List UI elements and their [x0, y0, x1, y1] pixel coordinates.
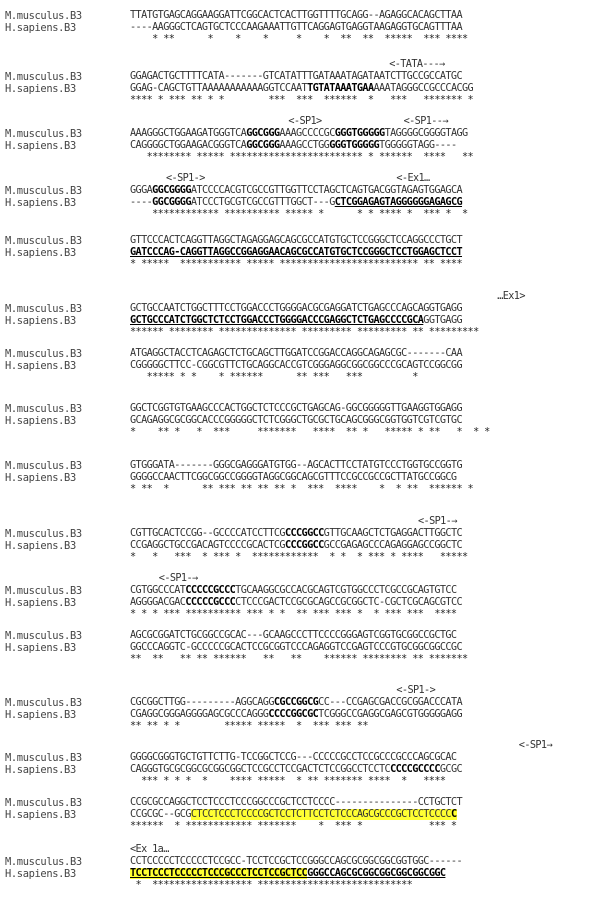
sequence-segment: GGGGCCAACTTCGGCGGCCGGGGTAGGCGGCAGCGTTTCCGCCGCCGCTTATGCCGGCG	[130, 472, 457, 483]
human-sequence	[130, 140, 457, 152]
motif-segment: GGGTGGGGG	[334, 128, 385, 139]
mouse-sequence	[130, 235, 462, 247]
species-label: M.musculus.B3	[5, 403, 82, 415]
human-sequence	[130, 247, 462, 259]
sequence-segment: CGGGGGCTTCC-CGGCGTTCTGCAGGCACCGTCGGGAGGCGGCGGCCCGCAGTCCGGCGG	[130, 360, 463, 371]
species-label: M.musculus.B3	[5, 460, 82, 472]
species-label: M.musculus.B3	[5, 10, 82, 22]
species-label: H.sapiens.B3	[5, 140, 76, 152]
sequence-segment: GGGGCGGGTGCTGTTCTTG-TCCGGCTCCG---CCCCCGCCTCCGCCCGCCCAGCGCAC	[130, 752, 457, 763]
species-label: H.sapiens.B3	[5, 809, 76, 821]
sequence-segment: GGCCCAGGTC-GCCCCCGCACTCCGCGGTCCCAGAGGTCCGAGTCCCGTGCGGCGGCCGC	[130, 642, 463, 653]
species-label: H.sapiens.B3	[5, 642, 76, 654]
human-sequence	[130, 472, 456, 484]
sequence-segment: CCGCGC--GCG	[130, 809, 191, 820]
sequence-segment: GCTGCCAATCTGGCTTTCCTGGACCCTGGGGACGCGAGGATCTGAGCCCAGCAGGTGAGG	[130, 303, 463, 314]
feature-annotation: <-SP1--→	[403, 116, 448, 127]
sequence-segment: CAGGGGCTGGAAGACGGGTCA	[130, 140, 247, 151]
sequence-segment: GTGGGATA-------GGGCGAGGGATGTGG--AGCACTTCCTATGTCCCTGGTGCCGGTG	[130, 460, 463, 471]
motif-segment: CTCGGAGAGTAGGGGGGAGAGCG	[334, 197, 463, 208]
sequence-segment: TTATGTGAGCAGGAAGGATTCGGCACTCACTTGGTTTTGCAGG--AGAGGCACAGCTTAA	[130, 10, 463, 21]
species-label: M.musculus.B3	[5, 797, 82, 809]
motif-segment: GGCGGGG	[152, 185, 191, 196]
species-label: M.musculus.B3	[5, 303, 82, 315]
sequence-segment: TCGGGCCGAGGCGAGCGTGGGGGAGG	[318, 709, 463, 720]
motif-segment: CCCCCGCCC	[185, 597, 236, 608]
human-sequence	[130, 22, 462, 34]
species-label: H.sapiens.B3	[5, 415, 76, 427]
sequence-segment: TGCAAGGCGCCACGCAGTCGTGGCCCTCGCCGCAGTGTCC	[235, 585, 457, 596]
sequence-segment: CGTGGCCCAT	[130, 585, 186, 596]
feature-annotation: <-SP1-→	[418, 516, 457, 527]
sequence-segment: AGCGCGGATCTGCGGCCGCAC---GCAAGCCCTTCCCCGGGAGTCGGTGCGGCCGCTGC	[130, 630, 457, 641]
sequence-segment: AAATAGGGCCGCCCACGG	[373, 83, 474, 94]
alignment-block	[0, 403, 600, 439]
consensus-stars: *** * * * * **** ***** * ** ******* **** * ****	[130, 776, 446, 787]
feature-annotation: <-SP1->	[166, 173, 205, 184]
mouse-sequence	[130, 128, 468, 140]
feature-annotation: <-Ex1…	[396, 173, 430, 184]
species-label: H.sapiens.B3	[5, 197, 76, 209]
motif-segment: C	[450, 809, 457, 820]
motif-segment: GGCGGGG	[152, 197, 191, 208]
species-label: H.sapiens.B3	[5, 709, 76, 721]
mouse-sequence	[130, 403, 462, 415]
consensus-stars: ******** ***** ************************ * ****** **** **	[130, 152, 474, 163]
alignment-block	[0, 116, 600, 164]
alignment-block	[0, 797, 600, 833]
sequence-segment: GCGC	[439, 764, 463, 775]
mouse-sequence	[130, 10, 462, 22]
species-label: H.sapiens.B3	[5, 597, 76, 609]
species-label: M.musculus.B3	[5, 348, 82, 360]
consensus-stars: ************ ********** ***** * * * **** * *** * *	[130, 209, 468, 220]
feature-annotation: …Ex1>	[497, 291, 525, 302]
consensus-stars: **** * *** ** * * *** *** ****** * *** ******* *	[130, 95, 474, 106]
feature-annotation: <-SP1-→	[158, 573, 198, 584]
feature-annotation: <-SP1→	[518, 740, 552, 751]
consensus-stars: * ** * * *** ******* **** ** * ***** * ** * * *	[130, 427, 490, 438]
mouse-sequence	[130, 856, 462, 868]
alignment-block	[0, 460, 600, 496]
alignment-block	[0, 10, 600, 46]
species-label: M.musculus.B3	[5, 185, 82, 197]
consensus-stars: * ** * ** *** ** ** ** * *** **** * * ** ****** *	[130, 484, 474, 495]
human-sequence	[130, 764, 462, 776]
sequence-segment: AAAGGGCTGGAAGATGGGTCA	[130, 128, 247, 139]
motif-segment: GATCCCAG-CAGGTTAGGCCGGAGGAACAGCGCCATGTGCTCCGGGCTCCTGGAGCTCCT	[130, 247, 463, 258]
mouse-sequence	[130, 460, 462, 472]
species-label: M.musculus.B3	[5, 585, 82, 597]
alignment-block	[0, 173, 600, 221]
species-label: M.musculus.B3	[5, 630, 82, 642]
sequence-segment: GCAGAGGCGCGGCACCCGGGGGCTCTCGGGCTGCGCTGCAGCGGGCGGTGGTCGTCGTGC	[130, 415, 463, 426]
sequence-segment: CGCGGCTTGG---------AGGCAGG	[130, 697, 274, 708]
species-label: H.sapiens.B3	[5, 360, 76, 372]
human-sequence	[130, 540, 462, 552]
consensus-stars: ** ** ** ** ****** ** ** ****** ******** ** *******	[130, 654, 468, 665]
sequence-segment: ----	[130, 197, 153, 208]
consensus-stars: ****** ******** ************** ********* ********* ** *********	[130, 327, 479, 338]
human-sequence	[130, 597, 462, 609]
mouse-sequence	[130, 752, 456, 764]
feature-annotation: <-SP1->	[396, 685, 436, 696]
motif-segment: TGTATAAATGAA	[307, 83, 374, 94]
sequence-segment: CCGAGGCTGCCGACAGTCCCCGCACTCG	[130, 540, 285, 551]
sequence-segment: ATCCCTGCGTCGCCGTTTGGCT---G	[190, 197, 335, 208]
species-label: H.sapiens.B3	[5, 247, 76, 259]
motif-segment: GGCGGG	[246, 128, 280, 139]
sequence-segment: AGGGGACGAC	[130, 597, 186, 608]
feature-annotation: <-SP1>	[288, 116, 322, 127]
sequence-segment: GTTCCCACTCAGGTTAGGCTAGAGGAGCAGCGCCATGTGCTCCGGGCTCCAGGCCCTGCT	[130, 235, 463, 246]
motif-segment: GGGCCAGCGCGGCGGCGGCGGCGGC	[307, 868, 446, 879]
human-sequence	[130, 360, 462, 372]
human-sequence	[130, 809, 457, 821]
species-label: M.musculus.B3	[5, 235, 82, 247]
motif-segment: CGCCGGCG	[273, 697, 319, 708]
sequence-segment: GGAG-CAGCTGTTAAAAAAAAAAAGGTCCAAT	[130, 83, 308, 94]
alignment-block	[0, 516, 600, 564]
motif-segment: GCTGCCCATCTGGCTCTCCTGGACCCTGGGGACCCGAGGCTCTGAGCCCCGCA	[130, 315, 424, 326]
motif-segment: CCCCCGCCC	[185, 585, 236, 596]
species-label: H.sapiens.B3	[5, 472, 76, 484]
consensus-stars: ****** * ************ ******* * *** * *** *	[130, 821, 457, 832]
species-label: H.sapiens.B3	[5, 764, 76, 776]
sequence-segment: ----AAGGGCTCAGTGCTCCCAAGAAATTGTTCAGGAGTGAGGTAAGAGGTGCAGTTTAA	[130, 22, 463, 33]
sequence-segment: AAAGCCCCGC	[279, 128, 335, 139]
human-sequence	[130, 709, 462, 721]
human-sequence	[130, 868, 445, 880]
alignment-block	[0, 291, 600, 339]
species-label: H.sapiens.B3	[5, 22, 76, 34]
species-label: M.musculus.B3	[5, 528, 82, 540]
human-sequence	[130, 642, 462, 654]
alignment-block	[0, 630, 600, 666]
mouse-sequence	[130, 630, 456, 642]
consensus-stars: ***** * * * ****** ** *** *** *	[130, 372, 418, 383]
feature-annotation: <-TATA---→	[389, 59, 445, 70]
species-label: H.sapiens.B3	[5, 540, 76, 552]
sequence-segment: TGGGGGTAGG----	[379, 140, 457, 151]
sequence-segment: GGAGACTGCTTTTCATA-------GTCATATTTGATAAATAGATAATCTTGCCGCCATGC	[130, 71, 463, 82]
sequence-segment: GGTGAGG	[423, 315, 463, 326]
consensus-stars: * ***** *********** ***** ************************* ** ****	[130, 259, 463, 270]
sequence-segment: CTCCCGACTCCGCGCAGCCGCGGCTC-CGCTCGCAGCGTCC	[235, 597, 463, 608]
mouse-sequence	[130, 797, 462, 809]
sequence-segment: CGAGGCGGGAGGGGAGCGCCCAGGG	[130, 709, 269, 720]
sequence-segment: GGCTCGGTGTGAAGCCCACTGGCTCTCCCGCTGAGCAG-GGCGGGGGTTGAAGGTGGAGG	[130, 403, 463, 414]
consensus-stars: * ****************** ****************************	[130, 880, 413, 891]
sequence-segment: ATGAGGCTACCTCAGAGCTCTGCAGCTTGGATCCGGACCAGGCAGAGCGC-------CAA	[130, 348, 463, 359]
sequence-segment: GGGA	[130, 185, 153, 196]
sequence-segment: CCGCGCCAGGCTCCTCCCTCCCGGCCCGCTCCTCCCC---------------CCTGCTCT	[130, 797, 463, 808]
species-label: M.musculus.B3	[5, 856, 82, 868]
species-label: H.sapiens.B3	[5, 868, 76, 880]
mouse-sequence	[130, 585, 457, 597]
motif-segment: CCCCGCCCC	[390, 764, 440, 775]
alignment-block	[0, 348, 600, 384]
sequence-segment: CC---CCGAGCGACCGCGGACCCATA	[318, 697, 463, 708]
sequence-segment: AAAGCCTGG	[279, 140, 330, 151]
feature-annotation: <Ex 1a…	[130, 844, 169, 855]
mouse-sequence	[130, 185, 462, 197]
motif-segment: GGGTGGGGG	[329, 140, 380, 151]
mouse-sequence	[130, 348, 462, 360]
species-label: H.sapiens.B3	[5, 315, 76, 327]
human-sequence	[130, 415, 462, 427]
sequence-segment: GCCGAGAGCCCAGAGGAGCCGGCTC	[323, 540, 463, 551]
motif-segment: CCCCGGCGC	[268, 709, 319, 720]
alignment-block	[0, 59, 600, 107]
consensus-stars: * * *** * *** * ************ * * * *** * **** *****	[130, 552, 468, 563]
motif-segment: GGCGGG	[246, 140, 280, 151]
sequence-segment: TAGGGGCGGGGTAGG	[384, 128, 468, 139]
alignment-block	[0, 685, 600, 733]
mouse-sequence	[130, 528, 462, 540]
sequence-segment: GTTGCAAGCTCTGAGGACTTGGCTC	[323, 528, 463, 539]
consensus-stars: ** ** * * ***** ***** * *** *** **	[130, 721, 368, 732]
motif-segment: CCCGGCC	[284, 540, 324, 551]
species-label: M.musculus.B3	[5, 752, 82, 764]
consensus-stars: * * * *** ********** *** * * ** *** *** * * *** *** ****	[130, 609, 457, 620]
motif-segment: TCCTCCCTCCCCCTCCCGCCCTCCTCCGCTCC	[130, 868, 308, 879]
human-sequence	[130, 197, 462, 209]
mouse-sequence	[130, 71, 462, 83]
species-label: M.musculus.B3	[5, 697, 82, 709]
alignment-block	[0, 573, 600, 621]
sequence-segment: CCTCCCCCTCCCCCTCCGCC-TCCTCCGCTCCGGGCCAGCGCGGCGGCGGTGGC------	[130, 856, 463, 867]
mouse-sequence	[130, 303, 462, 315]
sequence-segment: ATCCCCACGTCGCCGTTGGTTCCTAGCTCAGTGACGGTAGAGTGGAGCA	[190, 185, 463, 196]
species-label: H.sapiens.B3	[5, 83, 76, 95]
alignment-block	[0, 844, 600, 892]
mouse-sequence	[130, 697, 462, 709]
consensus-stars: * ** * * * * * ** ** ***** *** ****	[130, 34, 468, 45]
motif-segment: CCCGGCC	[284, 528, 324, 539]
alignment-block	[0, 740, 600, 788]
species-label: M.musculus.B3	[5, 128, 82, 140]
sequence-segment: CGTTGCACTCCGG--GCCCCATCCTTCG	[130, 528, 285, 539]
sequence-segment: CTCCTCCCTCCCCGCTCCTCTTCCTCTCCCAGCGCCCGCTCCTCCCC	[190, 809, 451, 820]
sequence-segment: CAGGGTGCGCGGCGCGGCGGCTCCGCCTCCGACTCTCCGGCCTCCTC	[130, 764, 391, 775]
species-label: M.musculus.B3	[5, 71, 82, 83]
human-sequence	[130, 83, 473, 95]
alignment-block	[0, 235, 600, 271]
human-sequence	[130, 315, 462, 327]
